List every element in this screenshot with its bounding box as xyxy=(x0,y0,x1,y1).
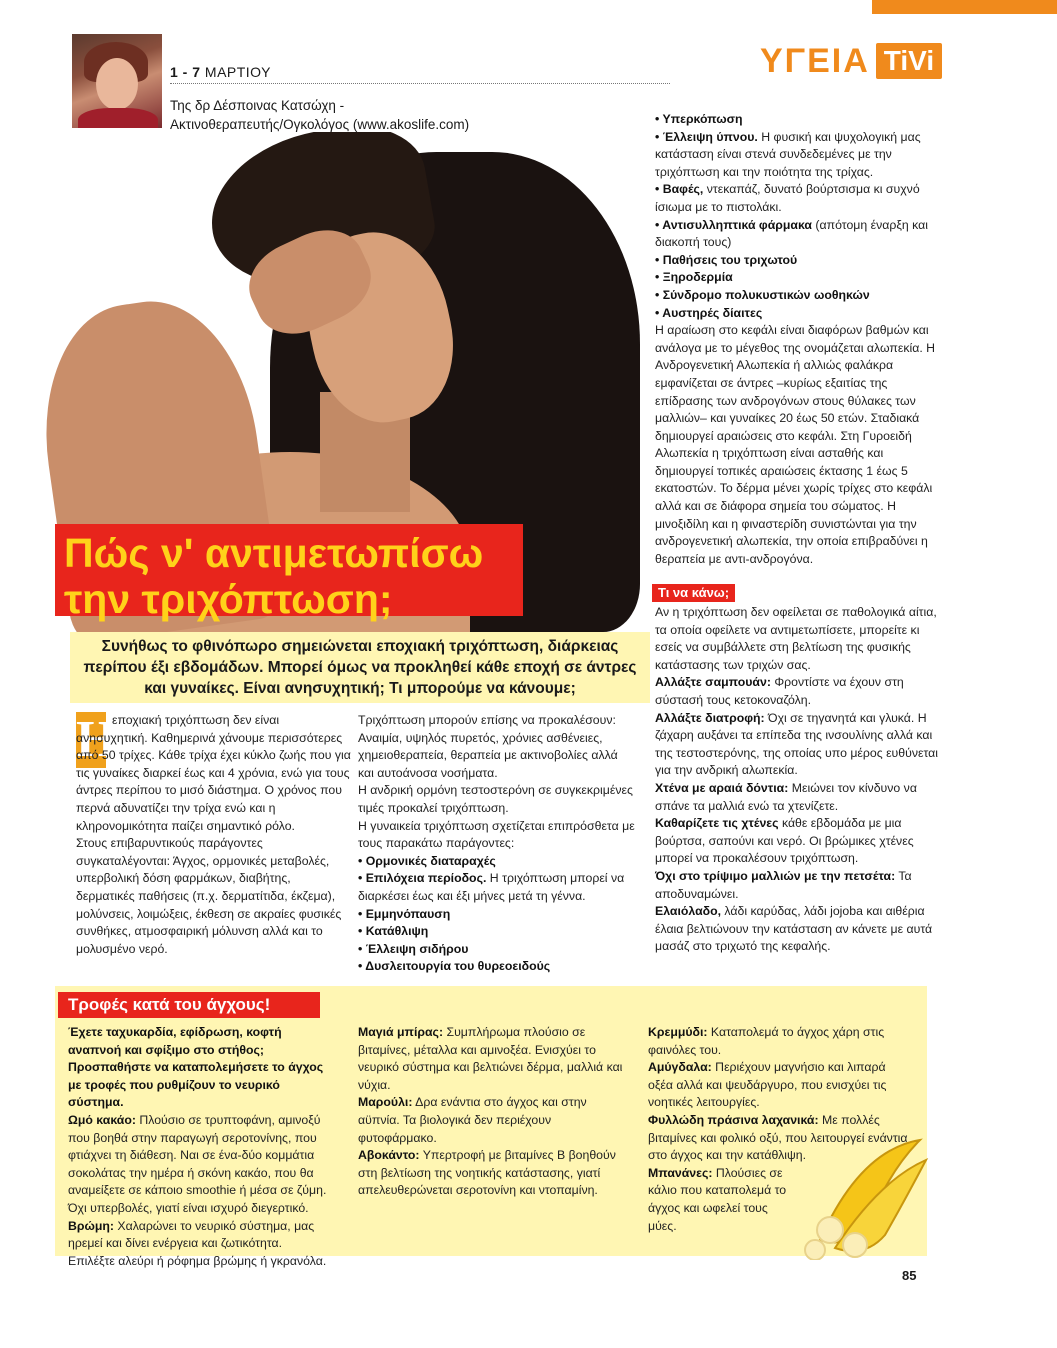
tip-item xyxy=(655,868,938,903)
bullet-title: • Βαφές, xyxy=(655,182,704,197)
tip-title: Όχι στο τρίψιμο μαλλιών με την πετσέτα: xyxy=(655,868,896,883)
tip-title: Καθαρίζετε τις χτένες xyxy=(655,816,779,831)
paragraph: Αν η τριχόπτωση δεν οφείλεται σε παθολογικά αίτια, τα οποία οφείλετε να αντιμετωπίσετε, μπορείτε κι εσείς να συμβάλλετε στη βελτίωση της φυσικής κατάστασης των τριχών σας. xyxy=(655,605,937,672)
food-text: Πλούσιο σε τρυπτοφάνη, αμινοξύ που βοηθά στην παραγωγή σεροτονίνης, που φτιάχνει τη διάθεση. Ναι σε ένα-δύο κομμάτια σοκολάτας την ημέρα ή σκόνη κακάο, που θα αναμείξετε σε κάποιο smoothie ή μέσα σε ζύμη. Όχι υπερβολές, γιατί είναι ισχυρό διεγερτικό. xyxy=(68,1112,327,1215)
bullet-item xyxy=(655,129,938,182)
food-item xyxy=(648,1024,908,1059)
issue-days: 1 - 7 xyxy=(170,64,201,80)
food-name: Αβοκάντο: xyxy=(358,1148,420,1163)
bullet-item: • Αυστηρές δίαιτες xyxy=(655,305,763,320)
title-line-1: Πώς ν' αντιμετωπίσω xyxy=(64,530,484,576)
paragraph: Η γυναικεία τριχόπτωση σχετίζεται επιπρόσθετα με τους παρακάτω παράγοντες: xyxy=(358,818,635,851)
author-title: Ακτινοθεραπευτής/Ογκολόγος (www.akoslife.com) xyxy=(170,117,470,132)
subheading: Τι να κάνω; xyxy=(652,584,735,602)
bullet-item: • Έλλειψη σιδήρου xyxy=(358,941,469,956)
food-name: Μαρούλι: xyxy=(358,1095,413,1110)
food-name: Μπανάνες: xyxy=(648,1165,713,1180)
page-number: 85 xyxy=(902,1268,917,1283)
bullet-text: ντεκαπάζ, δυνατό βούρτσισμα κι συχνό ίσιωμα με το πιστολάκι. xyxy=(655,182,920,214)
tip-item xyxy=(655,903,938,956)
header-divider xyxy=(170,83,670,84)
food-name: Βρώμη: xyxy=(68,1218,115,1233)
paragraph: Τριχόπτωση μπορούν επίσης να προκαλέσουν: Αναιμία, υψηλός πυρετός, χρόνιες ασθένειες, χημειοθεραπεία, θεραπεία με ακτινοβολίες αλλά και αυτοάνοσα νοσήματα. xyxy=(358,713,618,780)
paragraph: εποχιακή τριχόπτωση δεν είναι ανησυχητική. Καθημερινά χάνουμε περισσότερες από 50 τρίχες. Κάθε τρίχα έχει κύκλο ζωής που για τις γυναίκες διαρκεί έως και 4 χρόνια, ενώ για τους άντρες περίπου το μισό διάστημα. Ο χρόνος που περνά αδυνατίζει την τρίχα ενώ και η κληρονομικότητα παίζει σημαντικό ρόλο. xyxy=(76,713,351,833)
food-name: Αμύγδαλα: xyxy=(648,1060,712,1075)
article-column-2 xyxy=(358,712,636,976)
bananas-image xyxy=(800,1130,930,1260)
tip-item xyxy=(655,780,938,815)
bullet-item xyxy=(358,870,636,905)
author-byline xyxy=(170,96,500,134)
bullet-item: • Εμμηνόπαυση xyxy=(358,906,451,921)
article-column-3 xyxy=(655,111,938,956)
food-item xyxy=(68,1218,330,1271)
food-text: Υπερτροφή με βιταμίνες Β βοηθούν στη βελτίωση της νοητικής κατάστασης, γιατί απελευθερώνεται σεροτονίνη και ντοπαμίνη. xyxy=(358,1148,616,1198)
food-text: Συμπλήρωμα πλούσιο σε βιταμίνες, μέταλλα και αμινοξέα. Ενισχύει το νευρικό σύστημα και βελτιώνει δέρμα, μαλλιά και νύχια. xyxy=(358,1025,623,1092)
food-item xyxy=(358,1024,628,1094)
food-item xyxy=(648,1059,908,1112)
box-intro: Έχετε ταχυκαρδία, εφίδρωση, κοφτή αναπνοή και σφίξιμο στο στήθος; Προσπαθήστε να καταπολεμήσετε το άγχος με τροφές που ρυθμίζουν το νευρικό σύστημα. xyxy=(68,1025,324,1110)
tip-text: λάδι καρύδας, λάδι jojoba και αιθέρια έλαια βελτιώνουν την κατάσταση αν κάνετε με αυτά μασάζ στο τριχωτό της κεφαλής. xyxy=(655,904,933,954)
bullet-item: • Παθήσεις του τριχωτού xyxy=(655,252,798,267)
issue-month: ΜΑΡΤΙΟΥ xyxy=(204,64,271,80)
bullet-text: Η φυσική και ψυχολογική μας κατάσταση είναι στενά συνδεδεμένες με την τριχόπτωση και την ποιότητα της τρίχας. xyxy=(655,129,921,179)
paragraph: Η ανδρική ορμόνη τεστοστερόνη σε συγκεκριμένες τιμές προκαλεί τριχόπτωση. xyxy=(358,783,633,815)
paragraph: Στους επιβαρυντικούς παράγοντες συγκαταλέγονται: Άγχος, ορμονικές μεταβολές, υπερβολική δόση φαρμάκων, διαβήτης, δερματικές παθήσεις (π.χ. δερματίτιδα, έκζεμα), μολύνσεις, λοιμώξεις, έκθεση σε ακραίες φυσικές συνθήκες, ατμοσφαιρική μόλυνση αλλά και το μολυσμένο νερό. xyxy=(76,836,342,956)
bullet-item xyxy=(655,217,938,252)
food-text: Καταπολεμά το άγχος χάρη στις φαινόλες του. xyxy=(648,1025,885,1057)
bullet-item: • Ξηροδερμία xyxy=(655,270,733,285)
bullet-title: • Αντισυλληπτικά φάρμακα xyxy=(655,217,812,232)
tip-title: Αλλάξτε σαμπουάν: xyxy=(655,675,771,690)
food-text: Χαλαρώνει το νευρικό σύστημα, μας ηρεμεί και δίνει ενέργεια και ζωτικότητα. Επιλέξτε αλεύρι ή ρόφημα βρώμης ή γκρανόλα. xyxy=(68,1218,327,1268)
paragraph: Η αραίωση στο κεφάλι είναι διαφόρων βαθμών και ανάλογα με το μέγεθος της ονομάζεται αλωπεκία. Η Ανδρογενετική Αλωπεκία ή αλλιώς φαλάκρα εμφανίζεται σε άντρες –κυρίως εξαιτίας της επίδρασης των ανδρογόνων στους θύλακες των μαλλιών– και γυναίκες 20 έως 50 ετών. Σταδιακά δημιουργεί αραιώσεις στο κεφάλι. Στη Γυροειδή Αλωπεκία η τριχόπτωση είναι ασταθής και δημιουργεί τοπικές αραιώσεις έκτασης 1 έως 5 εκατοστών. Το δέρμα μένει χωρίς τρίχες στο κεφάλι αλλά και σε διάφορα σημεία του σώματος. Η μινοξιδίλη και η φιναστερίδη συνιστώνται για την ανδρογενετική αλωπεκία, την οποία επιβραδύνει η θεραπεία με αντι-ανδρογόνα. xyxy=(655,323,936,566)
food-text: Με πολλές βιταμίνες και φολικό οξύ, που λειτουργεί ενάντια στο άγχος και την κατάθλιψη. xyxy=(648,1112,908,1163)
bullet-item: • Ορμονικές διαταραχές xyxy=(358,853,496,868)
food-name: Φυλλώδη πράσινα λαχανικά: xyxy=(648,1112,819,1127)
tip-title: Αλλάξτε διατροφή: xyxy=(655,710,765,725)
article-lead: Συνήθως το φθινόπωρο σημειώνεται εποχιακή τριχόπτωση, διάρκειας περίπου έξι εβδομάδων. Μπορεί όμως να προκληθεί κάθε εποχή σε άντρες και γυναίκες. Είναι ανησυχητική; Τι μπορούμε να κάνουμε; xyxy=(70,632,650,703)
tip-item xyxy=(655,815,938,868)
article-title xyxy=(64,530,534,622)
tip-item xyxy=(655,674,938,709)
bullet-item xyxy=(655,181,938,216)
section-name: ΥΓΕΙΑ xyxy=(760,41,870,80)
drop-cap: Η xyxy=(76,711,117,768)
tip-text: Τα αποδυναμώνει. xyxy=(655,868,912,901)
tip-text: Μειώνει τον κίνδυνο να σπάνε τα μαλλιά ενώ τα χτενίζετε. xyxy=(655,780,917,813)
bullet-item: • Σύνδρομο πολυκυστικών ωοθηκών xyxy=(655,287,870,302)
tip-title: Ελαιόλαδο, xyxy=(655,904,722,919)
tip-title: Χτένα με αραιά δόντια: xyxy=(655,780,789,795)
author-name: Της δρ Δέσποινας Κατσώχη - xyxy=(170,98,345,113)
magazine-logo: TiVi xyxy=(876,43,942,79)
food-item xyxy=(648,1165,798,1235)
corner-accent-bar xyxy=(872,0,1057,14)
section-tag xyxy=(760,40,942,82)
bullet-item: • Δυσλειτουργία του θυρεοειδούς xyxy=(358,959,551,974)
tip-text: Φροντίστε να έχουν στη σύστασή τους κετοκοναζόλη. xyxy=(655,675,904,707)
author-photo xyxy=(72,34,162,128)
bullet-title: • Έλλειψη ύπνου. xyxy=(655,129,758,144)
box-column-1 xyxy=(68,1024,330,1270)
tip-text: κάθε εβδομάδα με μια βούρτσα, σαπούνι και νερό. Οι βρώμικες χτένες μπορεί να προκαλέσουν τριχόπτωση. xyxy=(655,816,914,866)
tip-text: Όχι σε τηγανητά και γλυκά. Η ζάχαρη αυξάνει τα επίπεδα της ινσουλίνης αλλά και της τεστοστερόνης, της οποίας υπο μέρος ευθύνεται για την ανδρική αλωπεκία. xyxy=(655,710,938,778)
food-text: Πλούσιες σε κάλιο που καταπολεμά το άγχος και ωφελεί τους μύες. xyxy=(648,1165,787,1233)
food-item xyxy=(358,1094,628,1147)
bullet-item: • Κατάθλιψη xyxy=(358,924,429,939)
title-line-2: την τριχόπτωση; xyxy=(64,576,393,622)
bullet-title: • Επιλόχεια περίοδος. xyxy=(358,871,487,886)
article-column-1 xyxy=(76,712,351,958)
food-item xyxy=(68,1112,330,1218)
food-text: Δρα ενάντια στο άγχος και στην αϋπνία. Τα βιολογικά δεν περιέχουν φυτοφάρμακο. xyxy=(358,1095,587,1145)
food-item xyxy=(358,1147,628,1200)
food-name: Μαγιά μπίρας: xyxy=(358,1025,444,1039)
food-name: Κρεμμύδι: xyxy=(648,1025,708,1039)
tip-item xyxy=(655,710,938,780)
food-name: Ωμό κακάο: xyxy=(68,1112,136,1127)
food-text: Περιέχουν μαγνήσιο και λιπαρά οξέα αλλά και ψευδάργυρο, που ενισχύει τις νοητικές λειτουργίες. xyxy=(648,1060,887,1110)
bullet-item: • Υπερκόπωση xyxy=(655,112,743,126)
box-column-2 xyxy=(358,1024,628,1200)
sidebar-box-title: Τροφές κατά του άγχους! xyxy=(58,992,320,1018)
bullet-text: (απότομη έναρξη και διακοπή τους) xyxy=(655,217,928,250)
bullet-text: Η τριχόπτωση μπορεί να διαρκέσει έως και έξι μήνες μετά τη γέννα. xyxy=(358,871,625,903)
issue-date xyxy=(170,64,271,80)
